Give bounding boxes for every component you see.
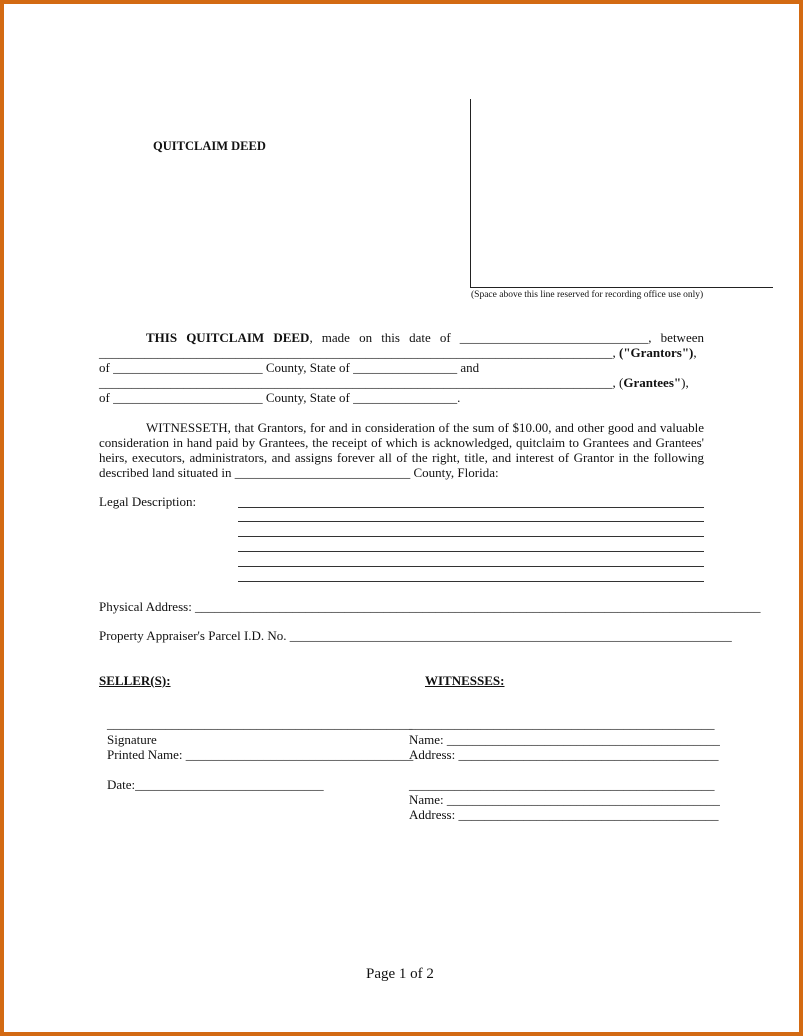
recording-note: (Space above this line reserved for recording office use only) bbox=[471, 290, 704, 300]
opening-line-5: of _______________________ County, State of ________________. bbox=[99, 390, 461, 405]
deed-intro: THIS QUITCLAIM DEED bbox=[146, 330, 310, 345]
physical-address-field: Physical Address: _______________________________________________________________________________________ bbox=[99, 599, 761, 614]
legal-description-line bbox=[238, 536, 704, 537]
witnesseth-line-4: described land situated in ___________________________ County, Florida: bbox=[99, 465, 499, 480]
witnesseth-line-3: heirs, executors, administrators, and assigns forever all of the right, title, and interest of Grantor in the following bbox=[99, 450, 704, 465]
seller-heading: SELLER(S): bbox=[99, 673, 171, 688]
opening-line-4: _______________________________________________________________________________, (Grantees"), bbox=[99, 375, 689, 390]
legal-description-line bbox=[238, 551, 704, 552]
witness-2-name: Name: __________________________________________ bbox=[409, 792, 720, 807]
opening-line-1 bbox=[99, 330, 704, 346]
legal-description-line bbox=[238, 566, 704, 567]
witness-2-signature-line: _______________________________________________ bbox=[409, 777, 715, 792]
legal-description-label: Legal Description: bbox=[99, 494, 197, 509]
legal-description-line bbox=[238, 581, 704, 582]
witnesseth-line-1: WITNESSETH, that Grantors, for and in consideration of the sum of $10.00, and other good and valuable bbox=[146, 420, 704, 435]
seller-printed-name: Printed Name: ___________________________________ bbox=[107, 747, 414, 762]
seller-signature-line: _______________________________________________ bbox=[107, 716, 413, 731]
page-number: Page 1 of 2 bbox=[366, 966, 434, 982]
opening-line-2: _______________________________________________________________________________, ("Grantors"), bbox=[99, 345, 697, 360]
opening-line-1-rest: , made on this date of _____________________________, between bbox=[309, 330, 704, 345]
opening-line-3: of _______________________ County, State of ________________ and bbox=[99, 360, 480, 375]
legal-description-line bbox=[238, 521, 704, 522]
seller-signature-label: Signature bbox=[107, 732, 157, 747]
legal-description-line bbox=[238, 507, 704, 508]
witness-1-address: Address: ________________________________________ bbox=[409, 747, 719, 762]
recording-box-bottom-border bbox=[470, 287, 773, 288]
witness-1-name: Name: __________________________________________ bbox=[409, 732, 720, 747]
witnesses-heading: WITNESSES: bbox=[425, 673, 505, 688]
recording-box-left-border bbox=[470, 99, 471, 287]
witness-2-address: Address: ________________________________________ bbox=[409, 807, 719, 822]
parcel-id-field: Property Appraiser's Parcel I.D. No. ____________________________________________________________________ bbox=[99, 628, 732, 643]
witness-1-signature-line: _______________________________________________ bbox=[409, 716, 715, 731]
seller-date: Date:_____________________________ bbox=[107, 777, 324, 792]
document-title: QUITCLAIM DEED bbox=[153, 139, 266, 153]
witnesseth-line-2: consideration in hand paid by Grantees, the receipt of which is acknowledged, quitclaim to Grantees and Grantees' bbox=[99, 435, 704, 450]
